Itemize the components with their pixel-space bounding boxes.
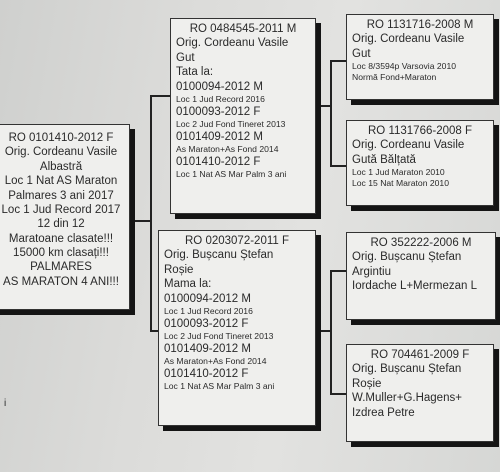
pedigree-line: Roșie [164,263,194,276]
connector-dam-stem [318,330,330,332]
pigeon-card-sire-sire [346,14,494,100]
pedigree-line: Mama la: [164,278,212,291]
connector-root-vertical [150,95,152,332]
pedigree-line: Loc 1 Nat AS Mar Palm 3 ani [176,169,287,180]
pedigree-line: Gut [352,47,371,60]
pedigree-line: 0100094-2012 M [176,80,263,93]
pedigree-line: As Maraton+As Fond 2014 [176,144,279,155]
pedigree-line: Iordache L+Mermezan L [352,280,477,293]
pedigree-line: Orig. Cordeanu Vasile [352,33,465,46]
connector-root-to-sire [150,95,170,97]
pedigree-line: 15000 km clasați!!! [13,247,109,259]
pedigree-line: Maratoane clasate!!! [8,232,114,245]
pedigree-line: Albastră [39,160,83,173]
pedigree-line: W.Muller+G.Hagens+ [352,392,462,405]
ring-number: RO 352222-2006 M [370,237,472,249]
pedigree-line: PALMARES [30,261,92,274]
pedigree-line: 12 din 12 [37,218,85,231]
ring-number: RO 1131766-2008 F [368,125,472,137]
pedigree-line: Orig. Cordeanu Vasile [352,139,465,152]
pedigree-line: Orig. Bușcanu Ștefan [352,251,462,264]
pigeon-card-root [0,124,130,310]
pedigree-line: AS MARATON 4 ANI!!! [3,275,119,288]
pedigree-line: Gută Bălțată [352,153,416,166]
ring-number: RO 0203072-2011 F [185,235,289,247]
pedigree-line: Loc 1 Nat AS Maraton [4,175,118,188]
pedigree-line: Loc 1 Jud Record 2016 [164,305,253,316]
pedigree-line: Roșie [352,377,382,390]
pedigree-line: 0100094-2012 M [164,292,251,305]
connector-sire-vertical [330,60,332,167]
connector-dam-to-granddam [330,393,346,395]
pedigree-line: 0101410-2012 F [164,367,249,380]
pedigree-line: Orig. Cordeanu Vasile [176,37,289,50]
pedigree-line: Loc 1 Jud Record 2016 [176,93,265,104]
pedigree-line: Orig. Bușcanu Ștefan [352,363,462,376]
connector-sire-to-grandsire [330,60,346,62]
pedigree-line: Orig. Cordeanu Vasile [4,146,118,159]
pedigree-line: 0100093-2012 F [164,317,249,330]
pedigree-line: 0100093-2012 F [176,105,261,118]
ring-number: RO 704461-2009 F [370,349,470,361]
pigeon-card-dam-sire [346,232,496,320]
pedigree-line: Orig. Bușcanu Ștefan [164,249,274,262]
pedigree-line: Izdrea Petre [352,406,415,419]
pedigree-line: 0101409-2012 M [176,130,263,143]
ring-number: RO 1131716-2008 M [366,19,474,31]
pedigree-line: Normă Fond+Maraton [352,71,437,82]
pedigree-line: Loc 2 Jud Fond Tineret 2013 [176,118,286,129]
pedigree-line: Loc 15 Nat Maraton 2010 [352,177,449,188]
ring-number: RO 0484545-2011 M [189,23,297,35]
connector-dam-to-grandsire [330,270,346,272]
pedigree-line: 0101410-2012 F [176,155,261,168]
pedigree-line: Gut [176,51,195,64]
pedigree-line: Loc 1 Jud Record 2017 [1,203,121,216]
pigeon-card-dam-dam [346,344,494,442]
connector-dam-vertical [330,270,332,395]
pedigree-line: Palmares 3 ani 2017 [8,189,114,202]
pedigree-line: Tata la: [176,66,214,79]
pigeon-card-sire [170,18,316,214]
pedigree-line: Loc 8/3594p Varsovia 2010 [352,61,456,72]
connector-sire-stem [318,105,330,107]
pedigree-line: Loc 1 Jud Maraton 2010 [352,167,445,178]
pedigree-line: Loc 1 Nat AS Mar Palm 3 ani [164,381,275,392]
pedigree-line: 0101409-2012 M [164,342,251,355]
connector-sire-to-granddam [330,165,346,167]
pedigree-line: Argintiu [352,265,391,278]
page-mark: i [4,398,7,409]
connector-root-stem [130,220,150,222]
pedigree-line: Loc 2 Jud Fond Tineret 2013 [164,330,274,341]
pedigree-line: As Maraton+As Fond 2014 [164,356,267,367]
pigeon-card-dam [158,230,316,426]
pigeon-card-sire-dam [346,120,494,206]
ring-number: RO 0101410-2012 F [8,132,114,144]
